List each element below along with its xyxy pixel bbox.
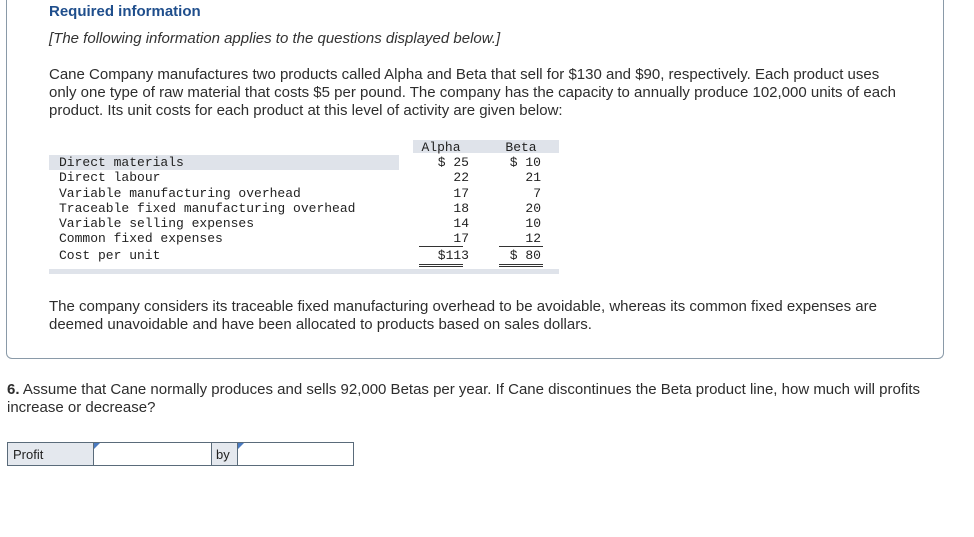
table-row [49,201,559,216]
alpha-value: 14 [453,215,469,231]
total-rule [49,264,559,268]
question-text: Assume that Cane normally produces and sells 92,000 Betas per year. If Cane discontinues the Beta product line, how much will profits increase or decrease? [7,381,921,416]
dropdown-flag-icon [94,443,100,449]
table-bottom-bar [49,269,559,274]
overhead-note: The company considers its traceable fixed manufacturing overhead to be avoidable, whereas its common fixed expenses are deemed unavoidable and have been allocated to products based on sales dollars. [49,298,877,333]
beta-value: $ 10 [509,155,541,171]
alpha-value: 17 [453,231,469,247]
alpha-header: Alpha [421,140,461,155]
alpha-value: $113 [437,248,469,264]
amount-input[interactable] [237,443,353,465]
beta-value: 20 [525,200,541,216]
table-row [49,186,559,201]
row-label: Direct labour [59,170,161,186]
row-label: Direct materials [49,155,399,170]
table-row [49,155,559,170]
beta-value: $ 80 [509,248,541,264]
table-row [49,248,559,263]
required-info-title: Required information [49,3,201,20]
beta-value: 12 [525,231,541,247]
alpha-value: 22 [453,170,469,186]
alpha-underline [419,246,463,247]
row-label: Cost per unit [59,248,161,264]
beta-value: 21 [525,170,541,186]
row-label: Traceable fixed manufacturing overhead [59,200,356,216]
by-label: by [211,443,237,465]
alpha-double-underline [419,264,463,267]
alpha-value: 17 [453,185,469,201]
alpha-value: $ 25 [437,155,469,171]
beta-value: 7 [533,185,541,201]
beta-double-underline [499,264,543,267]
table-header-row [49,140,559,155]
table-row [49,170,559,185]
beta-underline [499,246,543,247]
required-info-subtitle: [The following information applies to the questions displayed below.] [49,30,501,47]
question-6 [7,381,937,417]
table-row [49,216,559,231]
unit-cost-table [49,140,559,268]
increase-decrease-dropdown[interactable] [93,443,211,465]
beta-header: Beta [505,140,537,155]
answer-row [7,442,354,466]
question-number: 6. [7,381,20,398]
alpha-value: 18 [453,200,469,216]
beta-value: 10 [525,215,541,231]
table-row [49,231,559,246]
intro-paragraph: Cane Company manufactures two products called Alpha and Beta that sell for $130 and $90, respectively. Each product uses only one type of raw material that costs $5 per pound. The company has the capacity to annually produce 102,000 units of each product. Its unit costs for each product at this level of activity are given below: [49,66,896,119]
row-label: Variable selling expenses [59,215,255,231]
input-flag-icon [238,443,244,449]
row-label: Common fixed expenses [59,231,223,247]
profit-label: Profit [8,443,93,465]
row-label: Variable manufacturing overhead [59,185,301,201]
